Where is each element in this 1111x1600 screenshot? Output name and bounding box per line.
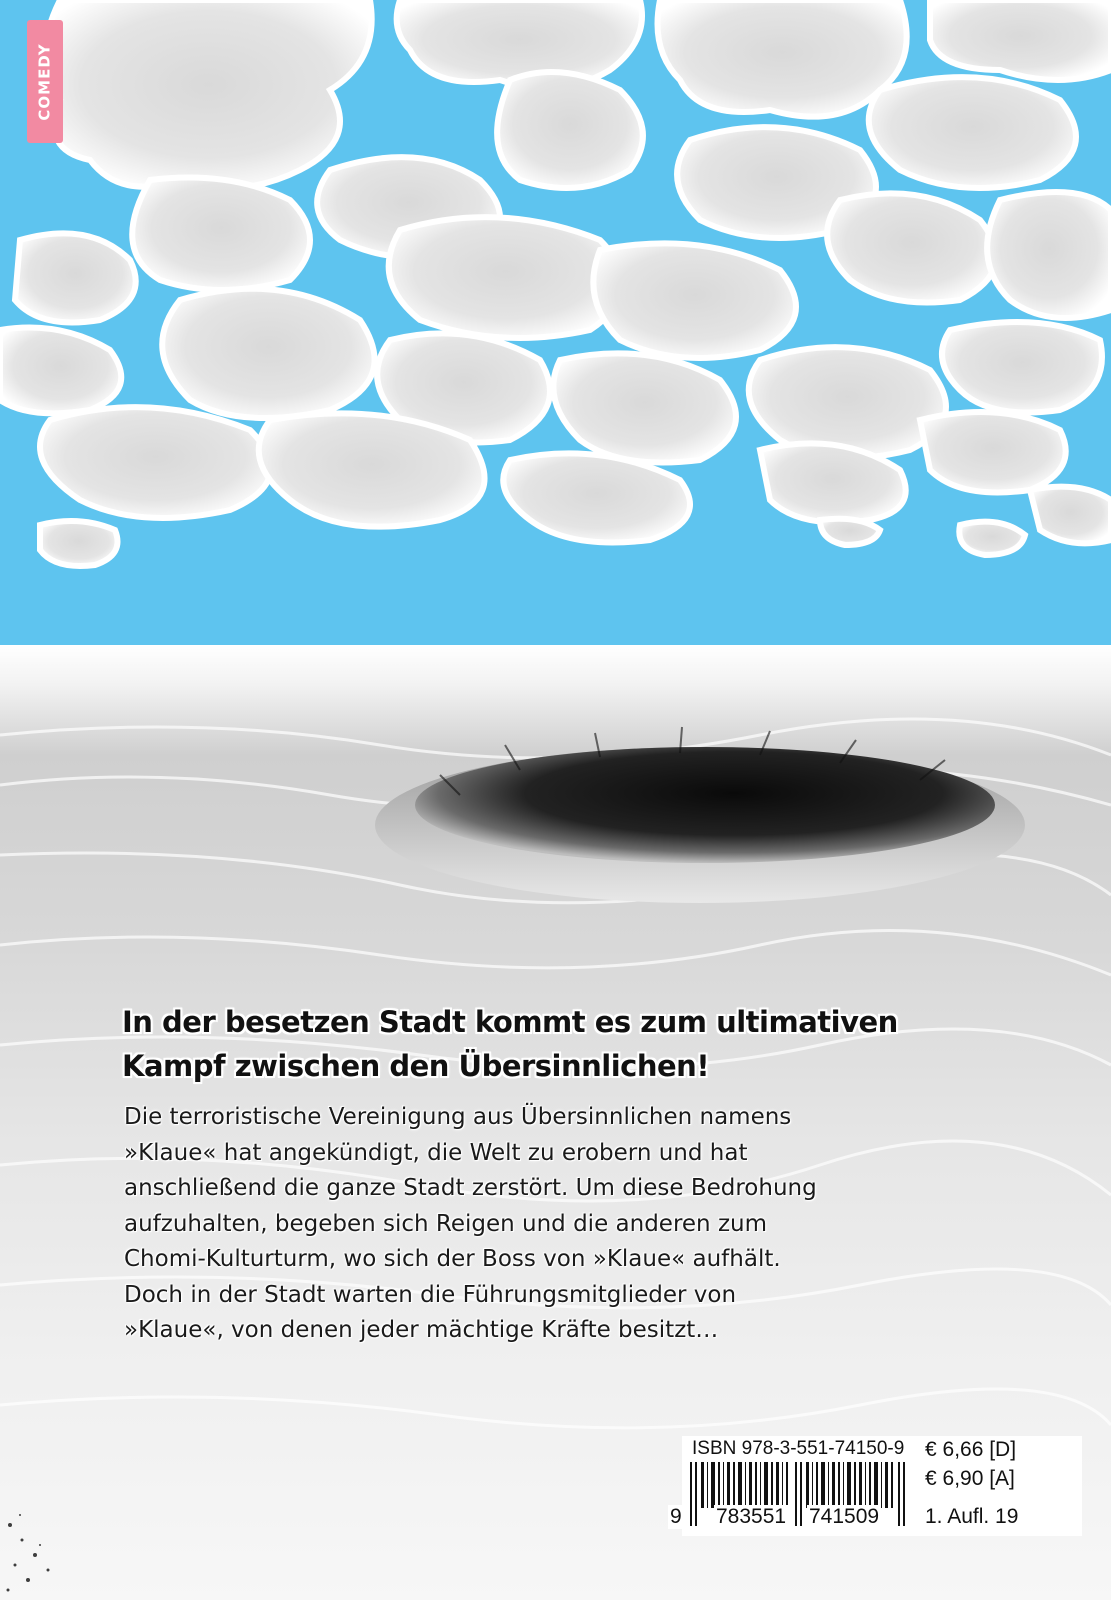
barcode-digits-left: 783551 xyxy=(716,1505,787,1528)
genre-label: COMEDY xyxy=(36,42,54,121)
headline-line-2: Kampf zwischen den Übersinnlichen! xyxy=(122,1049,710,1083)
barcode-digit-first: 9 xyxy=(670,1505,682,1528)
price-austria: € 6,90 [A] xyxy=(925,1467,1015,1490)
synopsis-line: Doch in der Stadt warten die Führungsmitglieder von xyxy=(124,1281,737,1308)
price-germany: € 6,66 [D] xyxy=(925,1438,1017,1461)
synopsis-line: »Klaue« hat angekündigt, die Welt zu erobern und hat xyxy=(124,1139,748,1166)
edition-note: 1. Aufl. 19 xyxy=(925,1505,1019,1528)
synopsis-line: anschließend die ganze Stadt zerstört. Um diese Bedrohung xyxy=(124,1175,817,1201)
headline xyxy=(122,1000,1022,1088)
headline-line-1: In der besetzen Stadt kommt es zum ultimativen xyxy=(122,1005,898,1039)
synopsis-line: Die terroristische Vereinigung aus Übersinnlichen namens xyxy=(124,1104,792,1130)
genre-tab xyxy=(27,20,63,143)
synopsis-line: »Klaue«, von denen jeder mächtige Kräfte besitzt… xyxy=(124,1317,719,1343)
isbn-number: ISBN 978-3-551-74150-9 xyxy=(692,1438,905,1459)
crater-hole xyxy=(415,747,995,863)
synopsis-line: aufzuhalten, begeben sich Reigen und die anderen zum xyxy=(124,1210,768,1237)
barcode-digits-right: 741509 xyxy=(809,1505,880,1528)
sky-illustration xyxy=(0,0,1111,645)
synopsis xyxy=(124,1100,1064,1349)
synopsis-line: Chomi-Kulturturm, wo sich der Boss von »Klaue« aufhält. xyxy=(124,1246,781,1272)
cloud-field xyxy=(0,0,1111,645)
